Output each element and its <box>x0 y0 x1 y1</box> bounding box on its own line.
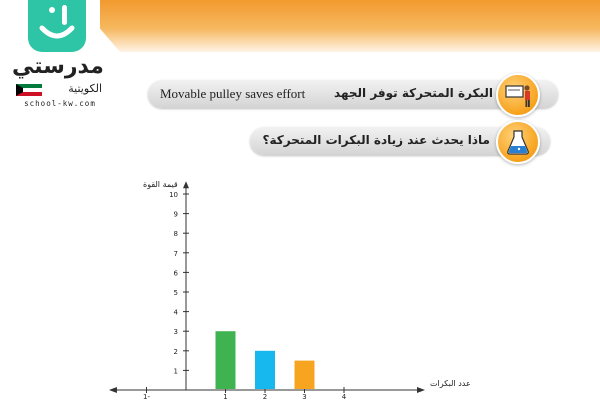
y-tick-label: 3 <box>173 328 178 337</box>
y-tick-label: 2 <box>173 347 178 356</box>
y-axis-arrow <box>183 181 189 188</box>
logo-title: مدرستي <box>12 54 104 79</box>
x-axis-right-arrow <box>417 387 425 393</box>
y-tick-label: 4 <box>173 308 178 317</box>
y-tick-label: 9 <box>173 210 178 219</box>
y-tick-label: 6 <box>173 269 178 278</box>
y-tick-label: 8 <box>173 230 178 239</box>
lesson-title-arabic: البكرة المتحركة توفر الجهد <box>334 86 493 100</box>
bar-2 <box>255 351 275 389</box>
x-axis-left-arrow <box>109 387 117 393</box>
y-tick-label: 7 <box>173 249 178 258</box>
y-tick-label: 5 <box>173 289 178 297</box>
y-tick-label: 10 <box>169 191 178 199</box>
x-tick-label: 1- <box>143 393 150 401</box>
logo-subtitle: الكويتية <box>68 82 102 95</box>
y-tick-label: 1 <box>173 367 178 376</box>
lesson-title-english: Movable pulley saves effort <box>160 86 306 101</box>
y-axis-label: قيمة القوة <box>143 180 178 189</box>
bar-1 <box>216 331 236 389</box>
x-axis-label: عدد البكرات <box>430 379 471 388</box>
x-tick-label: 1 <box>223 393 228 401</box>
x-tick-label: 2 <box>262 393 268 401</box>
x-tick-label: 3 <box>302 393 307 401</box>
logo-url: school-kw.com <box>24 99 96 108</box>
bar-3 <box>295 361 315 389</box>
lesson-question: ماذا يحدث عند زيادة البكرات المتحركة؟ <box>262 133 490 147</box>
x-tick-label: 4 <box>341 393 347 401</box>
